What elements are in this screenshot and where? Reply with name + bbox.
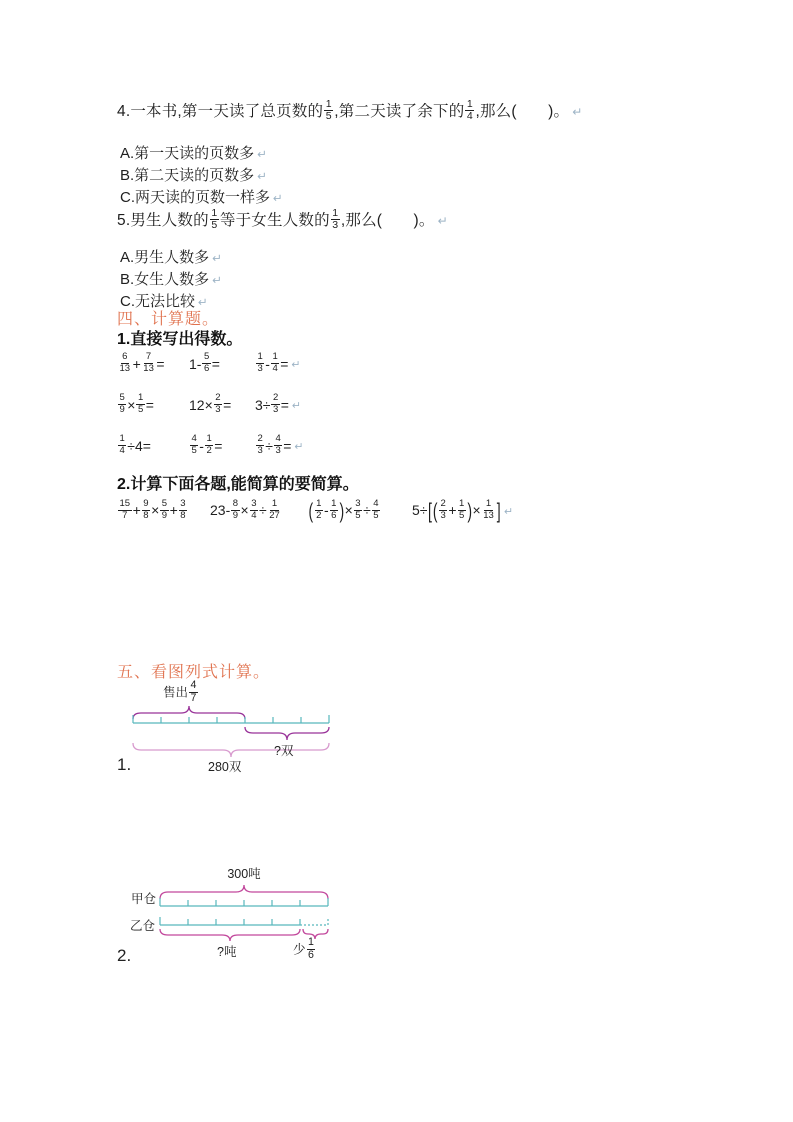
calc-cell: $\frac{6}{13}$ + $\frac{7}{13}$ = [119, 350, 165, 374]
question-5-option-c: C.无法比较 ↵ [120, 293, 208, 310]
problem-2: 23- $\frac{8}{9}$ × $\frac{3}{4}$ ÷ $\frac{1}{27}$ [210, 498, 280, 521]
question-4-option-a: A.第一天读的页数多 ↵ [120, 145, 267, 162]
warehouse-a-tons-label: 300吨 [227, 867, 261, 881]
less-fraction-label: 少 $\frac{1}{6}$ [293, 936, 314, 961]
warehouse-b-bar [160, 917, 328, 925]
calc-cell: 3 ÷ $\frac{2}{3}$ = ↵ [255, 391, 302, 415]
problem-3: ( $\frac{1}{2}$ - $\frac{1}{6}$ )× $\frac{3}{5}$ ÷ $\frac{4}{5}$ [308, 497, 379, 523]
section-4-heading: 四、计算题。 [117, 311, 220, 328]
question-4-text: 4.一本书,第一天读了总页数的 $\frac{1}{5}$ ,第二天读了余下的 $\frac{1}{4}$ ,那么( )。 ↵ [117, 97, 583, 123]
question-5-option-a: A.男生人数多 ↵ [120, 249, 222, 266]
warehouse-a-bar [160, 898, 328, 906]
question-4-option-b: B.第二天读的页数多 ↵ [120, 167, 267, 184]
brace-warehouse-a [160, 885, 328, 899]
problem-1: $\frac{15}{7}$ + $\frac{9}{8}$ × $\frac{5}{9}$ + $\frac{3}{8}$ [119, 498, 186, 521]
calc-cell: $\frac{5}{9}$ × $\frac{1}{5}$ = [119, 391, 154, 415]
question-5-text: 5.男生人数的 $\frac{1}{5}$ 等于女生人数的 $\frac{1}{3}$ ,那么( )。 ↵ [117, 206, 448, 232]
brace-remaining-part [245, 727, 329, 740]
section-5-heading: 五、看图列式计算。 [117, 664, 271, 681]
warehouse-b-label: 乙仓 [130, 919, 156, 933]
calc-cell: 1 - $\frac{5}{6}$ = [189, 350, 220, 374]
brace-total [133, 743, 329, 757]
question-5-option-b: B.女生人数多 ↵ [120, 271, 222, 288]
section-4-part-2-title: 2.计算下面各题,能简算的要简算。 [117, 476, 359, 493]
section-4-part-1-title: 1.直接写出得数。 [117, 331, 243, 348]
total-pairs-label: 280双 [208, 760, 242, 774]
sold-fraction-label: 售出 $\frac{4}{7}$ [163, 679, 197, 704]
mental-math-grid [117, 352, 304, 458]
question-4-option-c: C.两天读的页数一样多 ↵ [120, 189, 283, 206]
warehouse-b-tons-label: ?吨 [217, 945, 237, 959]
remaining-pairs-label: ?双 [274, 744, 294, 758]
shoes-bar-line [133, 715, 329, 723]
diagram-warehouses [117, 858, 357, 976]
calc-cell: 12 × $\frac{2}{3}$ = [189, 391, 232, 415]
problem-4: 5÷[( $\frac{2}{3}$ + $\frac{1}{5}$ )× $\frac{1}{13}$ ] ↵ [412, 497, 514, 523]
calc-cell: $\frac{1}{3}$ - $\frac{1}{4}$ = ↵ [257, 350, 301, 374]
calc-cell: $\frac{2}{3}$ ÷ $\frac{4}{3}$ = ↵ [257, 432, 304, 456]
calc-cell: $\frac{4}{5}$ - $\frac{1}{2}$ = [191, 432, 223, 456]
warehouse-a-label: 甲仓 [131, 892, 157, 906]
brace-warehouse-b [160, 929, 300, 941]
calc-cell: $\frac{1}{4}$ ÷ 4 = [119, 432, 151, 456]
item-number-1: 1. [117, 755, 132, 774]
item-number-2: 2. [117, 946, 132, 965]
diagram-shoes [117, 679, 347, 783]
